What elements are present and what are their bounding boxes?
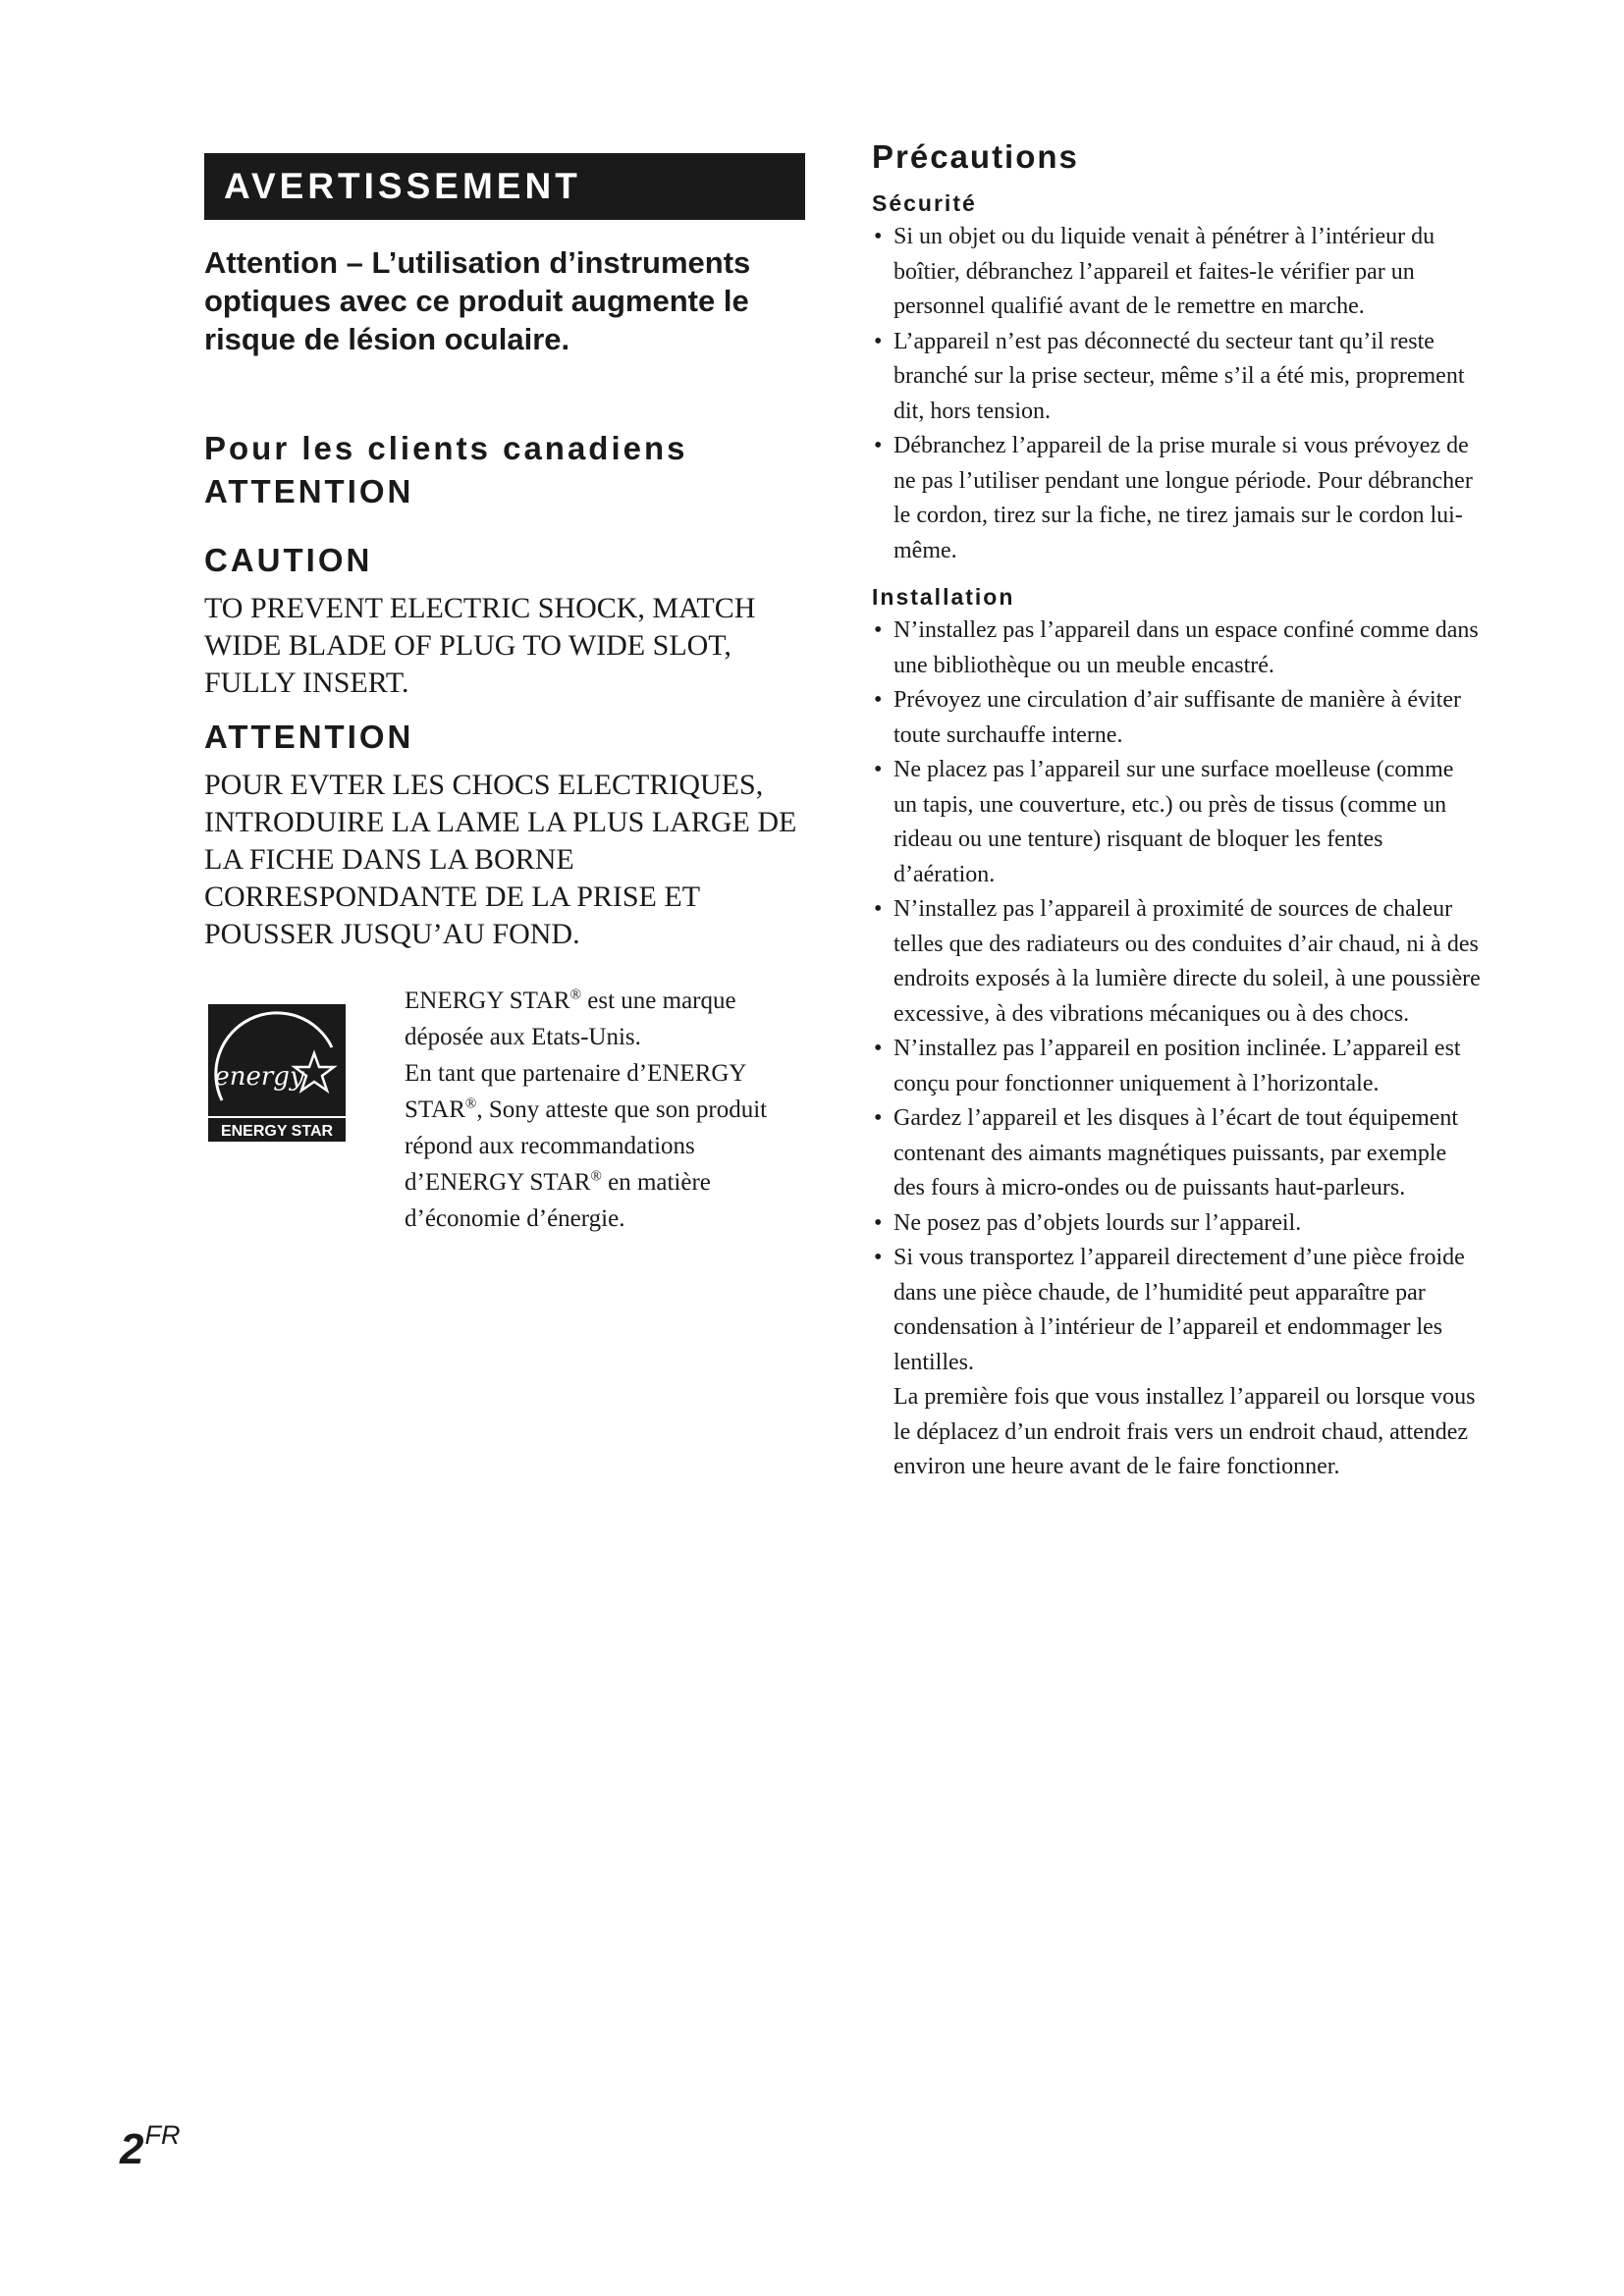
optical-warning: Attention – L’utilisation d’instruments optiques avec ce produit augmente le risque de lésion oculaire. [204, 245, 751, 356]
list-item: • Ne placez pas l’appareil sur une surface moelleuse (comme un tapis, une couverture, etc.) ou près de tissus (comme un rideau ou une tenture) risquant de bloquer les fentes d’aération. [872, 753, 1481, 892]
condensation-advice: La première fois que vous installez l’appareil ou lorsque vous le déplacez d’un endroit frais vers un endroit chaud, attendez environ une heure avant de le faire fonctionner. [893, 1384, 1476, 1479]
page-number-value: 2 [120, 2125, 144, 2173]
list-item: • N’installez pas l’appareil dans un espace confiné comme dans une bibliothèque ou un meuble encastré. [872, 614, 1481, 683]
energy-para-1: ENERGY STAR® est une marque déposée aux Etats-Unis. [405, 987, 736, 1050]
canada-heading: Pour les clients canadiens [204, 430, 688, 466]
list-item: • Si un objet ou du liquide venait à pénétrer à l’intérieur du boîtier, débranchez l’appareil et faites-le vérifier par un personnel qualifié avant de le remettre en marche. [872, 220, 1481, 325]
page-language-suffix: FR [144, 2120, 181, 2150]
attention-heading: ATTENTION [204, 473, 414, 509]
list-item: • N’installez pas l’appareil en position inclinée. L’appareil est conçu pour fonctionner uniquement à l’horizontale. [872, 1032, 1481, 1101]
energy-logo-script: energy [214, 1062, 304, 1092]
attention-heading-french: ATTENTION [204, 719, 414, 755]
avertissement-banner: AVERTISSEMENT [204, 153, 805, 220]
list-item: • Prévoyez une circulation d’air suffisante de manière à éviter toute surchauffe interne. [872, 683, 1481, 753]
caution-heading: CAUTION [204, 542, 373, 578]
left-column [204, 153, 805, 1277]
energy-star-block [204, 983, 805, 1277]
list-item [872, 1241, 1481, 1485]
installation-heading: Installation [872, 584, 1015, 610]
attention-text: POUR EVTER LES CHOCS ELECTRIQUES, INTRODUIRE LA LAME LA PLUS LARGE DE LA FICHE DANS LA BORNE CORRESPONDANTE DE LA PRISE ET POUSSER JUSQU’AU FOND. [204, 769, 797, 950]
energy-star-logo [208, 1004, 346, 1142]
list-item: • Débranchez l’appareil de la prise murale si vous prévoyez de ne pas l’utiliser pendant une longue période. Pour débrancher le cordon, tirez sur la fiche, ne tirez jamais sur le cordon lui-même. [872, 429, 1481, 568]
page-number [120, 2120, 180, 2174]
energy-logo-label: ENERGY STAR [220, 1123, 334, 1140]
condensation-text: • Si vous transportez l’appareil directement d’une pièce froide dans une pièce chaude, de l’humidité peut apparaître par condensation à l’intérieur de l’appareil et endommager les lentilles. [893, 1245, 1465, 1375]
right-column [872, 135, 1481, 1485]
installation-list [872, 614, 1481, 1485]
securite-heading: Sécurité [872, 190, 977, 216]
energy-para-2: En tant que partenaire d’ENERGY STAR®, Sony atteste que son produit répond aux recommandations d’ENERGY STAR® en matière d’économie d’énergie. [405, 1060, 768, 1232]
energy-star-text [405, 983, 807, 1237]
list-item: • L’appareil n’est pas déconnecté du secteur tant qu’il reste branché sur la prise secteur, même s’il a été mis, proprement dit, hors tension. [872, 325, 1481, 430]
securite-list [872, 220, 1481, 568]
list-item: • N’installez pas l’appareil à proximité de sources de chaleur telles que des radiateurs ou des conduites d’air chaud, ni à des endroits exposés à la lumière directe du soleil, à une poussière excessive, à des vibrations mécaniques ou à des chocs. [872, 892, 1481, 1032]
list-item: • Gardez l’appareil et les disques à l’écart de tout équipement contenant des aimants magnétiques puissants, par exemple des fours à micro-ondes ou de puissants haut-parleurs. [872, 1101, 1481, 1206]
list-item: • Ne posez pas d’objets lourds sur l’appareil. [872, 1206, 1481, 1242]
precautions-title: Précautions [872, 138, 1079, 175]
caution-text: TO PREVENT ELECTRIC SHOCK, MATCH WIDE BLADE OF PLUG TO WIDE SLOT, FULLY INSERT. [204, 592, 756, 699]
